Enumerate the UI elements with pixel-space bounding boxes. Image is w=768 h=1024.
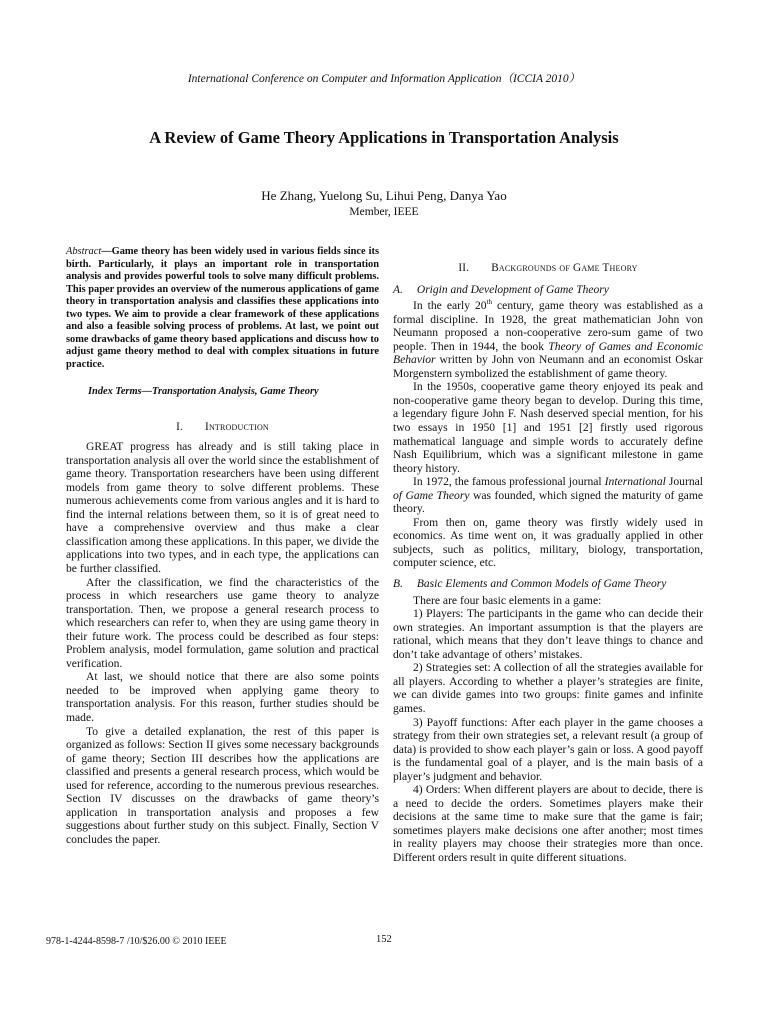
elements-paragraph: 2) Strategies set: A collection of all the strategies available for all players. According to whether a player’s strategies are finite, we can divide games into two groups: finite games and infinite games. xyxy=(393,661,703,715)
abstract xyxy=(66,246,379,371)
right-column xyxy=(393,262,703,865)
origin-paragraph: From then on, game theory was firstly widely used in economics. As time went on, it was gradually applied in other subjects, such as politics, military, biology, transportation, computer science, etc. xyxy=(393,515,703,570)
subsection-number: A. xyxy=(393,283,403,296)
section-heading-introduction xyxy=(66,421,379,435)
text-run: Journal xyxy=(665,475,704,489)
left-column xyxy=(66,246,379,847)
subsection-number: B. xyxy=(393,578,403,591)
elements-paragraph: 1) Players: The participants in the game who can decide their own strategies. An important assumption is that the players are rational, which means that they don’t leave things to chance and don’t take advantage of others’ mistakes. xyxy=(393,607,703,661)
intro-paragraph: To give a detailed explanation, the rest of this paper is organized as follows: Section II gives some necessary backgrounds of game theory; Section III describes how the applications are classified and presents a general research process, which would be used for reference, according to the numerous previous researches. Section IV discusses on the drawbacks of game theory’s application in transportation analysis and proposes a few suggestions about further study on this subject. Finally, Section V concludes the paper. xyxy=(66,724,379,846)
section-heading-backgrounds xyxy=(393,262,703,276)
origin-paragraph xyxy=(393,475,703,516)
section-number: I. xyxy=(176,420,184,433)
page-number: 152 xyxy=(376,934,392,945)
subsection-heading-origin xyxy=(393,284,703,298)
subsection-title: Origin and Development of Game Theory xyxy=(416,283,609,296)
text-run: In 1972, the famous professional journal xyxy=(413,475,605,489)
journal-title: International xyxy=(604,475,666,489)
conference-header: International Conference on Computer and Information Application（ICCIA 2010） xyxy=(187,73,581,85)
footer-isbn: 978-1-4244-8598-7 /10/$26.00 © 2010 IEEE xyxy=(46,936,227,947)
paper-title: A Review of Game Theory Applications in Transportation Analysis xyxy=(149,128,619,147)
section-title: Backgrounds of Game Theory xyxy=(491,262,638,274)
origin-paragraph: In the 1950s, cooperative game theory enjoyed its peak and non-cooperative game theory began to develop. During this time, a legendary figure John F. Nash deserved special mention, for his two essays in 1950 [1] and 1951 [2] firstly used rigorous mathematical language and simple words to accurately define Nash Equilibrium, which was a significant milestone in game theory history. xyxy=(393,380,703,475)
text-run: was founded, which signed the maturity of game theory. xyxy=(393,488,703,516)
text-run: century, game theory was established as a formal discipline. In 1928, the great mathematician John von Neumann proposed a non-cooperative zero-sum game of two people. Then in 1944, the book xyxy=(393,299,703,353)
intro-paragraph: GREAT progress has already and is still taking place in transportation analysis all over the world since the establishment of game theory. Transportation researchers have been using different models from game theory to solve different problems. These numerous achievements come from various angles and it is hard to find the internal relations between them, so it is of great need to have a comprehensive overview and thus make a clear classification among these applications. In this paper, we divide the applications into two types, and in each type, the applications can be further classified. xyxy=(66,440,379,576)
elements-paragraph: There are four basic elements in a game: xyxy=(413,593,602,607)
elements-paragraph: 3) Payoff functions: After each player in the game chooses a strategy from their own strategies set, a relevant result (a group of data) is provided to show each player’s gain or loss. A good payoff is the fundamental goal of a player, and is the main basis of a player’s judgment and behavior. xyxy=(393,715,703,783)
section-title: Introduction xyxy=(205,420,269,433)
index-terms: Index Terms—Transportation Analysis, Game Theory xyxy=(88,386,319,397)
intro-paragraph: At last, we should notice that there are also some points needed to be improved when applying game theory to transportation analysis. For this reason, further studies should be made. xyxy=(66,670,379,725)
journal-title: of Game Theory xyxy=(393,488,470,502)
abstract-text: —Game theory has been widely used in various fields since its birth. Particularly, it plays an important role in transportation analysis and provides powerful tools to solve many difficult problems. This paper provides an overview of the numerous applications of game theory in transportation analysis and classifies these applications into two types. We aim to provide a clear framework of these applications and also a feasible solving process of problems. At last, we point out some drawbacks of game theory based applications and discuss how to adjust game theory method to deal with complex situations in future practice. xyxy=(66,246,379,370)
subsection-title: Basic Elements and Common Models of Game Theory xyxy=(416,578,667,591)
abstract-label: Abstract xyxy=(66,246,102,257)
subsection-heading-basic-elements xyxy=(393,578,703,592)
paper-authors: He Zhang, Yuelong Su, Lihui Peng, Danya Yao xyxy=(261,188,507,203)
text-run: In the early 20 xyxy=(413,299,487,313)
intro-paragraph: After the classification, we find the characteristics of the process in which researchers use game theory to analyze transportation. Then, we propose a general research process to which researchers can refer to, when they are using game theory in their future work. The process could be described as four steps: Problem analysis, model formulation, game solution and practical verification. xyxy=(66,575,379,670)
book-title: Theory of Games and Economic Behavior xyxy=(393,339,704,367)
origin-paragraph xyxy=(393,299,703,380)
elements-paragraph: 4) Orders: When different players are about to decide, there is a need to decide the orders. Sometimes players make their decisions at the same time to make sure that the game is fair; sometimes players make decisions one after another; most times in reality players may choose their strategies more than once. Different orders result in quite different situations. xyxy=(393,783,703,864)
section-number: II. xyxy=(458,262,470,274)
superscript: th xyxy=(486,298,493,307)
author-affiliation: Member, IEEE xyxy=(349,206,419,218)
text-run: written by John von Neumann and an economist Oskar Morgenstern symbolized the establishment of game theory. xyxy=(393,353,703,380)
